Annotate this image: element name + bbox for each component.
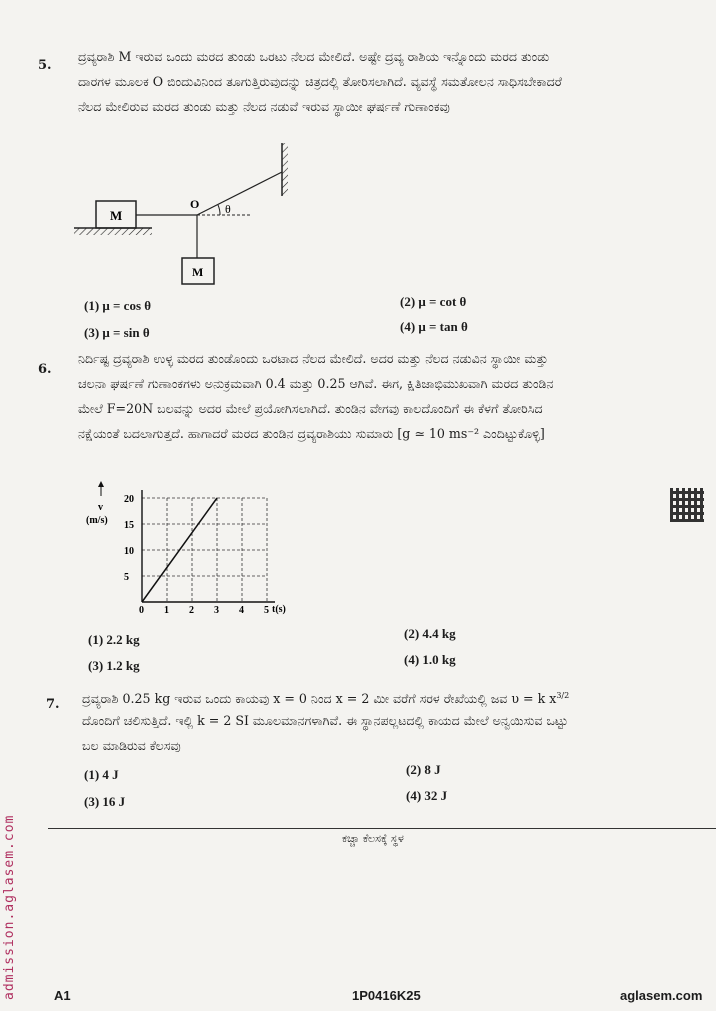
q7-option-3: (3) 16 J [84,794,126,809]
q6-option-4: (4) 1.0 kg [404,652,456,667]
q7-option-4: (4) 32 J [406,788,448,803]
q5-option-3: (3) μ = sin θ [84,325,150,340]
q5-option-1: (1) μ = cos θ [84,298,152,313]
q7-exponent: 3/2 [556,691,570,700]
x-tick-label: 5 [264,605,269,616]
q6-text-line4: ನಕ್ಷೆಯಂತೆ ಬದಲಾಗುತ್ತದೆ. ಹಾಗಾದರೆ ಮರದ ತುಂಡಿನ ದ್ರವ್ಯರಾಶಿಯು ಸುಮಾರು [g ≃ 10 ms⁻² ಎಂದಿಟ್ಟುಕೊಳ್ಳಿ] [78,426,545,441]
y-tick-label: 20 [124,494,134,505]
block-left-label: M [110,208,123,223]
y-tick-label: 10 [124,546,134,557]
y-label-arrowhead [98,481,104,487]
q6-option-1: (1) 2.2 kg [88,632,140,647]
angle-theta-label: θ [225,202,231,216]
velocity-time-chart [80,478,300,618]
q5-text-line2: ದಾರಗಳ ಮೂಲಕ O ಬಿಂದುವಿನಿಂದ ತೂಗುತ್ತಿರುವುದನ್ನು ಚಿತ್ರದಲ್ಲಿ ತೋರಿಸಲಾಗಿದೆ. ವ್ಯವಸ್ಥೆ ಸಮತೋಲನ ಸಾಧಿಸಬೇಕಾದರೆ [78,74,562,89]
footer-site: aglasem.com [620,988,703,1003]
qr-code-icon [670,488,704,522]
y-tick-label: 15 [124,520,134,531]
rough-work-label: ಕಚ್ಚಾ ಕೆಲಸಕ್ಕೆ ಸ್ಥಳ [342,832,404,845]
y-axis-label: v (m/s) [86,502,108,526]
x-tick-label: 3 [214,605,219,616]
x-axis-label: t(s) [272,604,286,615]
y-tick-label: 5 [124,572,129,583]
q7-text-line1 [82,685,569,710]
q6-text-line3: ಮೇಲೆ F=20N ಬಲವನ್ನು ಅದರ ಮೇಲೆ ಪ್ರಯೋಗಿಸಲಾಗಿದೆ. ತುಂಡಿನ ವೇಗವು ಕಾಲದೊಂದಿಗೆ ಈ ಕೆಳಗೆ ತೋರಿಸಿದ [78,401,543,416]
q5-figure [70,138,310,288]
x-tick-label: 0 [139,605,144,616]
q5-number: 5. [38,58,52,73]
q6-number: 6. [38,362,52,377]
q5-option-4: (4) μ = tan θ [400,319,468,334]
watermark-text: admission.aglasem.com [2,814,17,1000]
q6-option-2: (2) 4.4 kg [404,626,456,641]
x-tick-label: 1 [164,605,169,616]
q6-option-3: (3) 1.2 kg [88,658,140,673]
q7-number: 7. [46,697,60,712]
x-tick-label: 4 [239,605,244,616]
q5-option-2: (2) μ = cot θ [400,294,467,309]
q5-text-line1: ದ್ರವ್ಯರಾಶಿ M ಇರುವ ಒಂದು ಮರದ ತುಂಡು ಒರಟು ನೆಲದ ಮೇಲಿದೆ. ಅಷ್ಟೇ ದ್ರವ್ಯ ರಾಶಿಯ ಇನ್ನೊಂದು ಮರದ ತುಂಡು [78,49,550,64]
q5-text-line3: ನೆಲದ ಮೇಲಿರುವ ಮರದ ತುಂಡು ಮತ್ತು ನೆಲದ ನಡುವೆ ಇರುವ ಸ್ಥಾಯೀ ಘರ್ಷಣೆ ಗುಣಾಂಕವು [78,99,450,114]
footer-paper-code: 1P0416K25 [352,988,421,1003]
q6-text-line1: ನಿರ್ದಿಷ್ಟ ದ್ರವ್ಯರಾಶಿ ಉಳ್ಳ ಮರದ ತುಂಡೊಂದು ಒರಟಾದ ನೆಲದ ಮೇಲಿದೆ. ಅದರ ಮತ್ತು ನೆಲದ ನಡುವಿನ ಸ್ಥಾಯೀ ಮತ್ತು [78,351,549,366]
block-hanging-label: M [192,265,204,279]
x-tick-label: 2 [189,605,194,616]
footer-page-code: A1 [54,988,71,1003]
point-o-label: O [190,197,200,211]
q7-option-2: (2) 8 J [406,762,441,777]
q7-line1-text: ದ್ರವ್ಯರಾಶಿ 0.25 kg ಇರುವ ಒಂದು ಕಾಯವು x = 0 ನಿಂದ x = 2 ಮೀ ವರೆಗೆ ಸರಳ ರೇಖೆಯಲ್ಲಿ ಜವ υ = k x [82,691,557,707]
ground-hatch [74,228,152,235]
wall-hatch [282,143,288,196]
q6-text-line2: ಚಲನಾ ಘರ್ಷಣೆ ಗುಣಾಂಕಗಳು ಅನುಕ್ರಮವಾಗಿ 0.4 ಮತ್ತು 0.25 ಆಗಿವೆ. ಈಗ, ಕ್ಷಿತಿಜಾಭಿಮುಖವಾಗಿ ಮರದ ತುಂಡಿನ [78,376,554,391]
q7-option-1: (1) 4 J [84,767,119,782]
q7-text-line2: ದೊಂದಿಗೆ ಚಲಿಸುತ್ತಿದೆ. ಇಲ್ಲಿ k = 2 SI ಮೂಲಮಾನಗಳಾಗಿವೆ. ಈ ಸ್ಥಾನಪಲ್ಲಟದಲ್ಲಿ ಕಾಯದ ಮೇಲೆ ಅನ್ವಯಿಸುವ ಒಟ್ಟು [82,713,569,728]
q7-text-line3: ಬಲ ಮಾಡಿರುವ ಕೆಲಸವು [82,738,181,753]
